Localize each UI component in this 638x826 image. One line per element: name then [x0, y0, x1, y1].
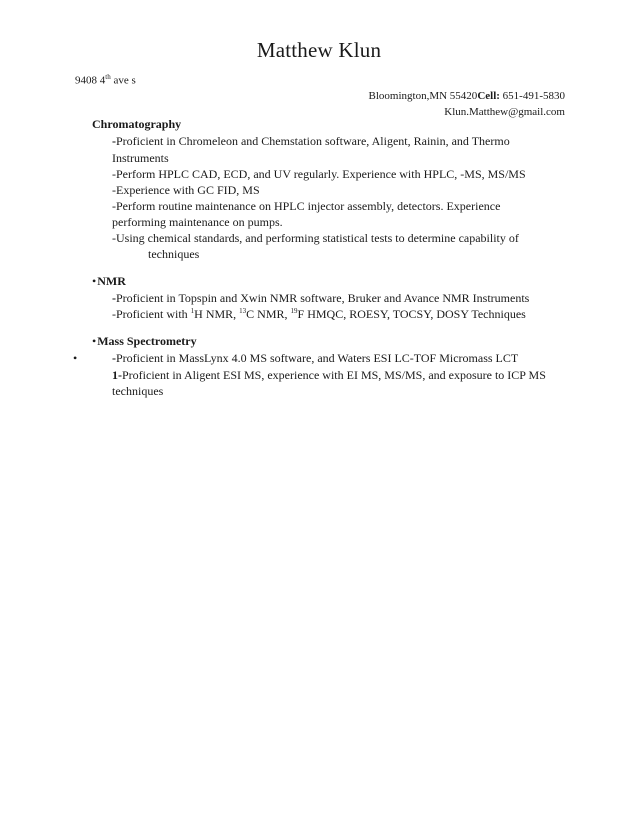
nmr-line-2-a: -Proficient with [112, 307, 191, 321]
nmr-line-1 [112, 291, 529, 306]
nmr-line-2-sup-2: 13 [239, 307, 247, 315]
chromatography-line-7: -Using chemical standards, and performing statistical tests to determine capability of [112, 231, 519, 245]
resume-name: Matthew Klun [256, 38, 382, 62]
section-heading-mass-spectrometry [92, 334, 197, 349]
mass-spec-line-3: techniques [112, 384, 164, 398]
nmr-line-2 [112, 307, 526, 322]
chromatography-line-1 [112, 134, 510, 149]
chromatography-line-4: -Experience with GC FID, MS [112, 183, 260, 197]
chromatography-line-8: techniques [148, 247, 200, 261]
nmr-line-2-sup-1: 1 [190, 307, 195, 315]
chromatography-line-1-text: Proficient in Chromeleon and Chemstation software, Aligent, Rainin, and Thermo [116, 134, 510, 148]
cell-label: Cell: [477, 90, 500, 102]
city-state-zip: Bloomington,MN 55420 [368, 90, 478, 102]
mass-spec-line-2-text: Proficient in Aligent ESI MS, experience with EI MS, MS/MS, and exposure to ICP MS [122, 368, 546, 382]
mass-spec-line-1-text: Proficient in MassLynx 4.0 MS software, and Waters ESI LC-TOF Micromass LCT [116, 351, 519, 365]
city-and-phone [369, 90, 565, 102]
chromatography-line-6: performing maintenance on pumps. [112, 215, 283, 229]
mass-spec-line-1 [112, 351, 518, 366]
nmr-line-1-text: Proficient in Topspin and Xwin NMR software, Bruker and Avance NMR Instruments [116, 291, 530, 305]
cell-number: 651-491-5830 [499, 90, 565, 102]
mass-spec-bullet: • [92, 334, 97, 348]
street-name: ave s [110, 74, 136, 87]
nmr-line-1-dash: - [112, 291, 116, 305]
mass-spec-line-2-lead: 1- [112, 368, 122, 382]
street-ordinal-suffix: th [105, 73, 111, 81]
nmr-line-2-d: F HMQC, ROESY, TOCSY, DOSY Techniques [297, 307, 526, 321]
chromatography-line-5: -Perform routine maintenance on HPLC injector assembly, detectors. Experience [112, 199, 501, 213]
mass-spec-line-2 [112, 368, 546, 383]
nmr-line-2-b: H NMR, [194, 307, 240, 321]
street-number: 9408 4 [75, 74, 106, 87]
mass-spec-heading-text: Mass Spectrometry [97, 334, 197, 348]
nmr-line-2-c: C NMR, [246, 307, 291, 321]
nmr-bullet: • [92, 274, 97, 288]
street-address [75, 73, 136, 87]
mass-spec-line-1-dash: - [112, 351, 116, 365]
email-address: Klun.Matthew@gmail.com [444, 106, 565, 118]
mass-spec-outer-bullet: • [73, 351, 78, 365]
chromatography-line-2: Instruments [112, 151, 169, 165]
chromatography-line-3: -Perform HPLC CAD, ECD, and UV regularly. Experience with HPLC, -MS, MS/MS [112, 167, 526, 181]
nmr-line-2-sup-3: 19 [290, 307, 298, 315]
chromatography-line-1-dash: - [112, 134, 116, 148]
section-heading-nmr [92, 274, 126, 289]
section-heading-chromatography: Chromatography [92, 117, 182, 131]
nmr-heading-text: NMR [97, 274, 126, 288]
